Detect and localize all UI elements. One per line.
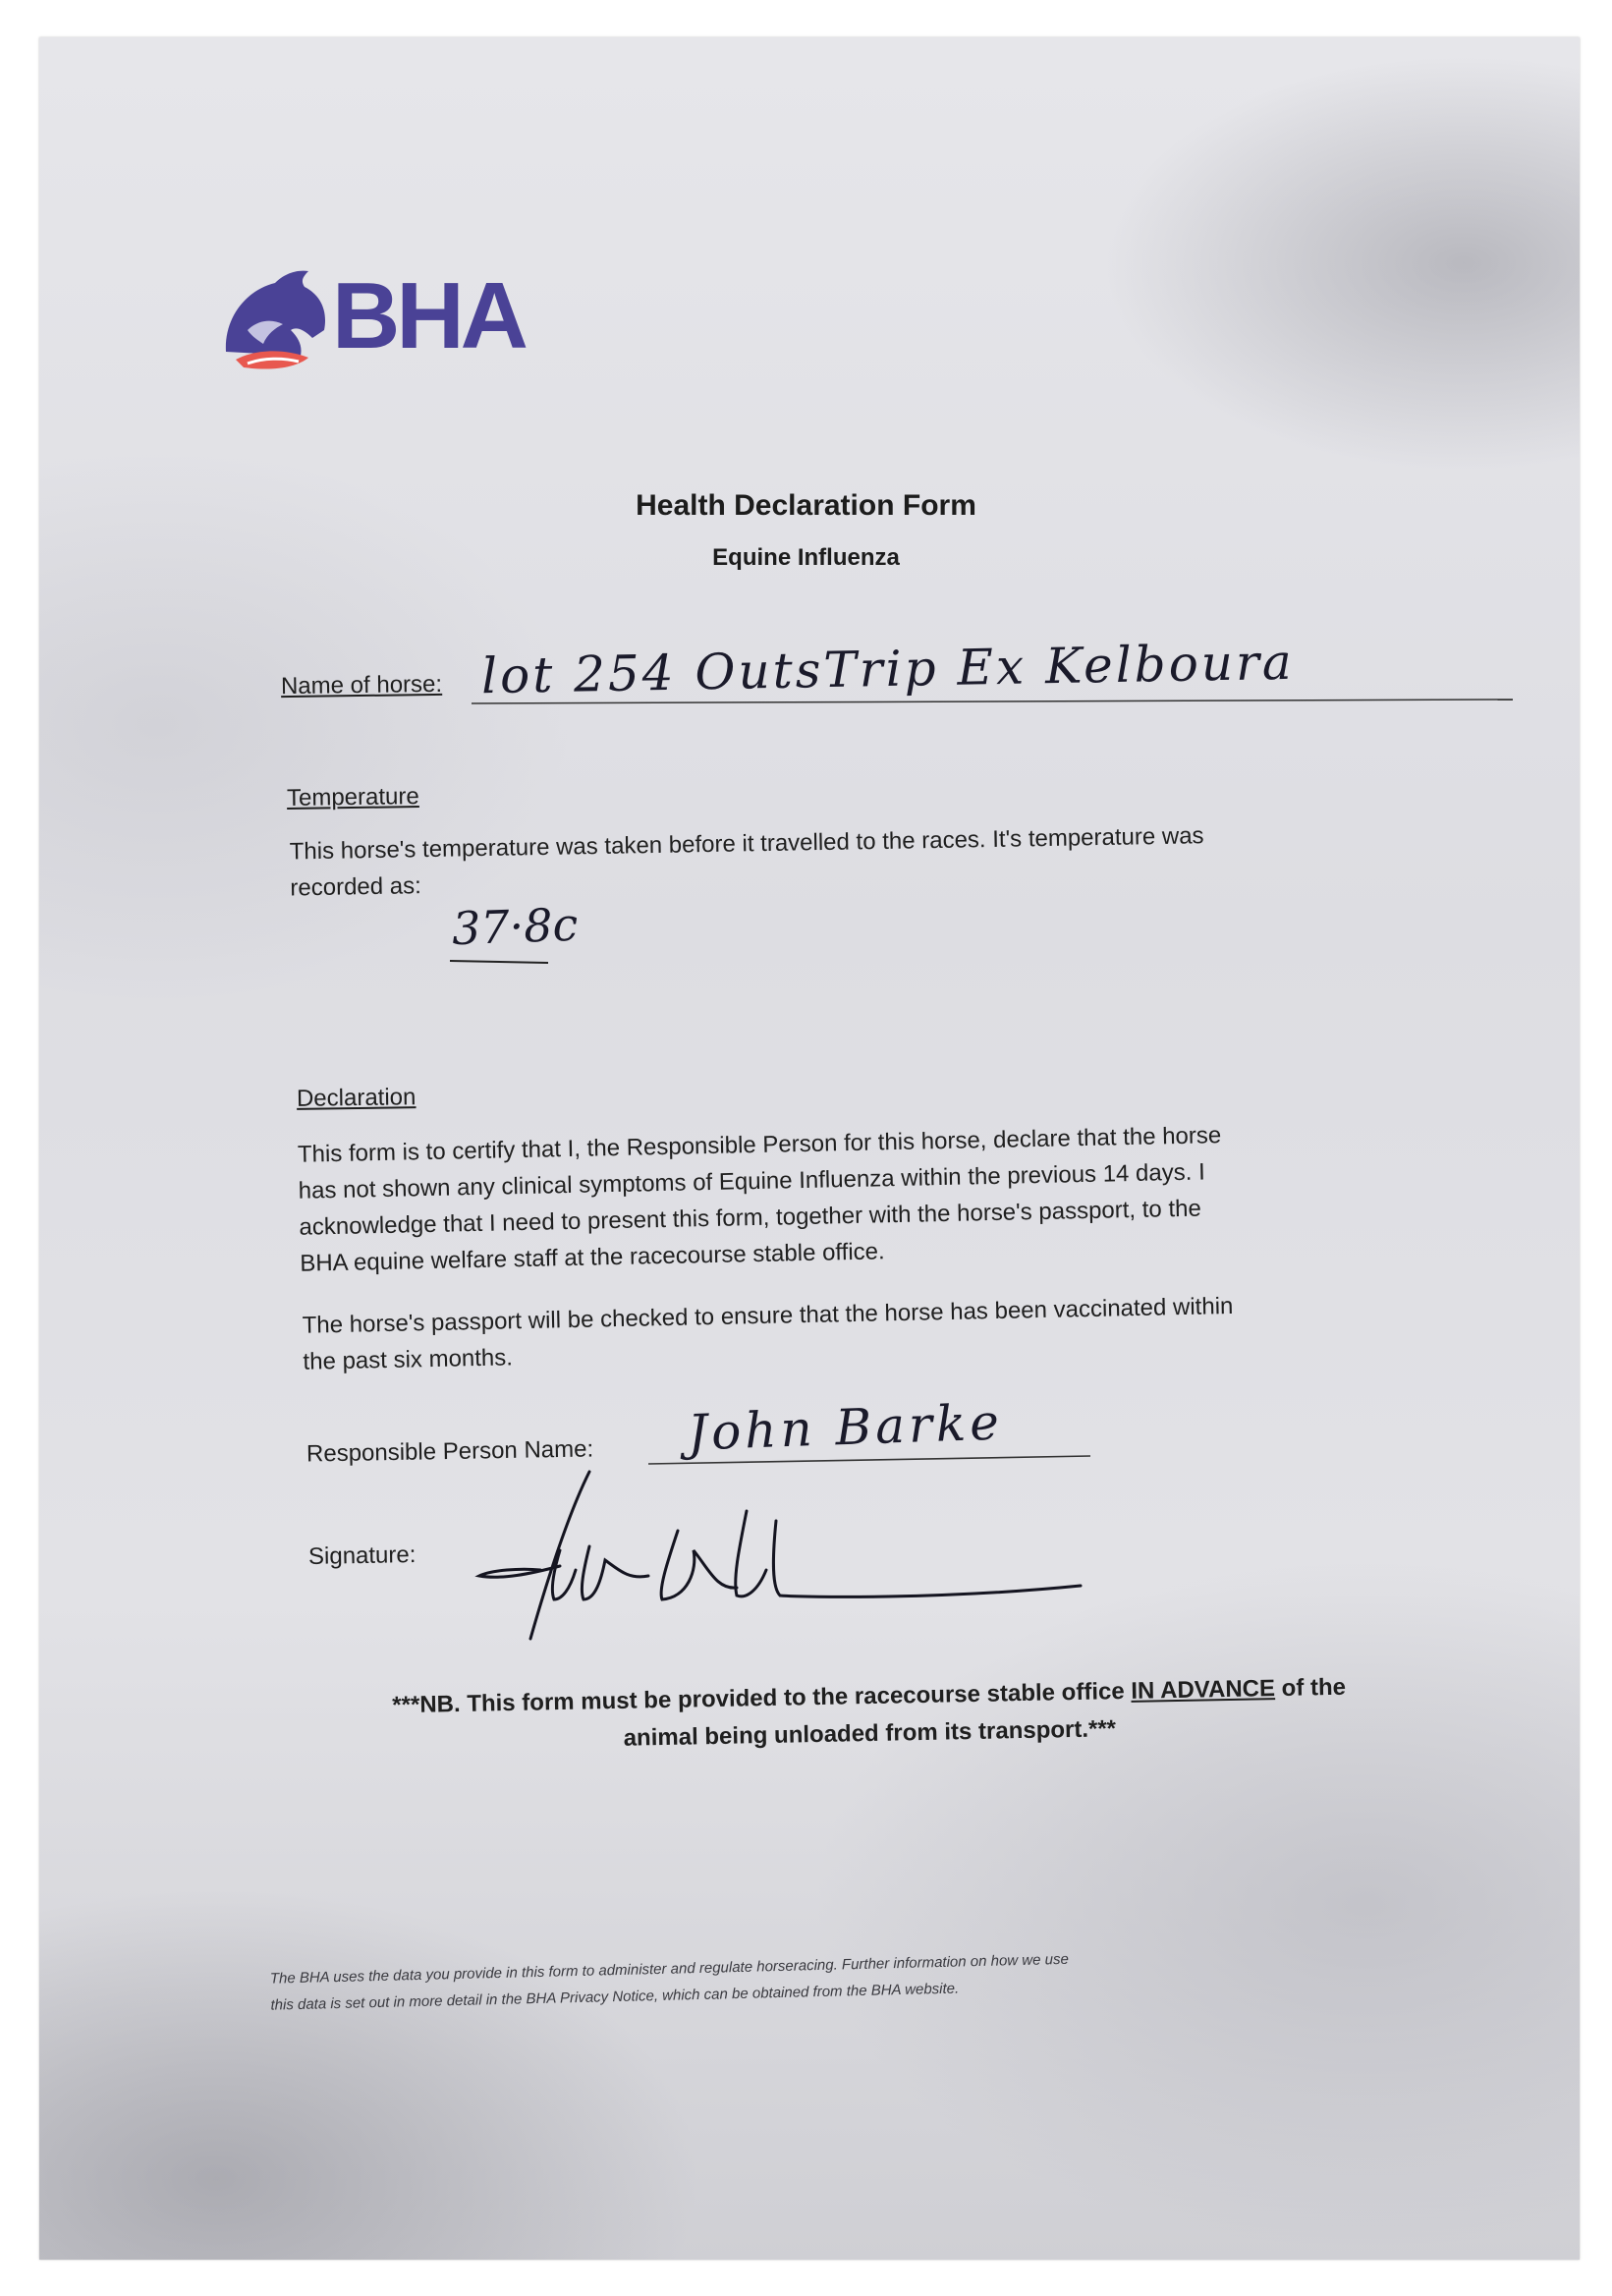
advance-notice: [323, 1667, 1415, 1763]
footer-line-1: The BHA uses the data you provide in this form to administer and regulate horseracing. Further information on how we use: [269, 1950, 1070, 1988]
temperature-text: [289, 813, 1469, 907]
declaration-line-5: The horse's passport will be checked to ensure that the horse has been vaccinated within: [302, 1292, 1234, 1339]
temperature-underline: [450, 957, 558, 967]
notice-prefix: ***NB. This form must be provided to the racecourse stable office: [392, 1677, 1132, 1719]
signature-label: Signature:: [307, 1541, 417, 1570]
horse-name-handwritten: lot 254 OutsTrip Ex Kelboura: [480, 633, 1296, 705]
footer-line-2: this data is set out in more detail in the BHA Privacy Notice, which can be obtained from the BHA website.: [270, 1980, 960, 2014]
privacy-footer: [270, 1936, 1450, 2018]
bha-logo: [214, 261, 548, 389]
form-page: [39, 37, 1580, 2260]
logo-text: BHA: [332, 263, 525, 368]
notice-suffix: of the: [1274, 1673, 1347, 1703]
responsible-name-label: Responsible Person Name:: [306, 1435, 594, 1468]
responsible-name-handwritten: John Barke: [687, 1393, 1004, 1462]
temperature-line-2: recorded as:: [290, 872, 422, 902]
declaration-line-1: This form is to certify that I, the Responsible Person for this horse, declare that the horse: [297, 1122, 1222, 1168]
declaration-paragraph-2: [302, 1282, 1501, 1380]
form-subtitle: Equine Influenza: [712, 544, 900, 571]
declaration-line-2: has not shown any clinical symptoms of Equine Influenza within the previous 14 days. I: [298, 1158, 1205, 1204]
notice-emphasis: IN ADVANCE: [1131, 1675, 1276, 1705]
form-title: Health Declaration Form: [636, 489, 976, 522]
temperature-line-1: This horse's temperature was taken before it travelled to the races. It's temperature was: [289, 822, 1204, 866]
declaration-paragraph-1: [298, 1111, 1499, 1282]
declaration-line-4: BHA equine welfare staff at the racecourse stable office.: [300, 1238, 885, 1277]
declaration-heading: Declaration: [296, 1084, 417, 1112]
horse-name-label: Name of horse:: [280, 670, 443, 700]
temperature-value-handwritten: 37·8c: [451, 897, 580, 956]
temperature-heading: Temperature: [286, 783, 419, 812]
horse-head-icon: [214, 261, 342, 389]
notice-line-2: animal being unloaded from its transport.***: [623, 1715, 1117, 1752]
handwritten-signature: [452, 1452, 1120, 1668]
horse-name-line: [472, 694, 1513, 713]
declaration-line-3: acknowledge that I need to present this form, together with the horse's passport, to the: [299, 1195, 1202, 1241]
declaration-line-6: the past six months.: [303, 1344, 514, 1375]
